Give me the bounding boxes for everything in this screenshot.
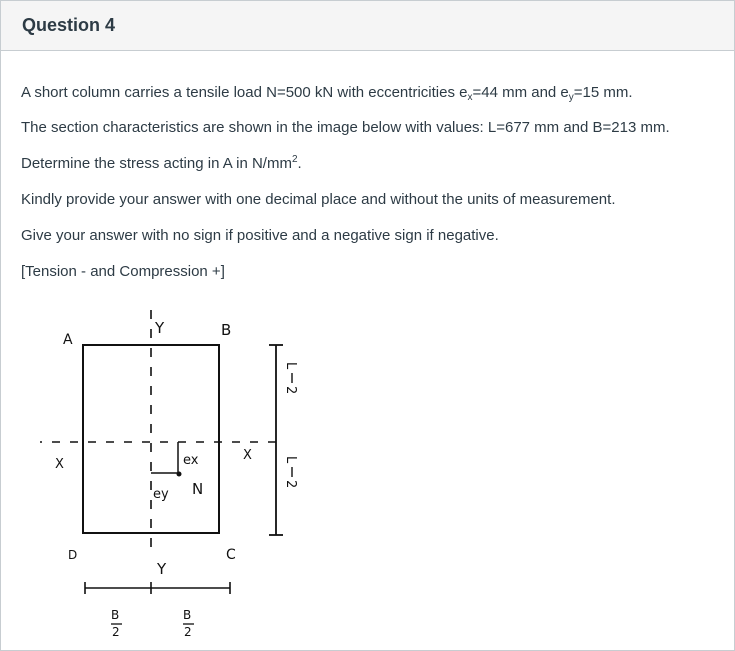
- text-segment: =15 mm.: [573, 84, 633, 101]
- text-segment: .: [297, 155, 302, 172]
- ey-label: ey: [153, 487, 169, 502]
- text-segment: =44 mm and e: [472, 84, 569, 101]
- dim-l-denominator: 2: [283, 480, 298, 489]
- text-segment: Determine the stress acting in A in N/mm: [21, 155, 292, 172]
- question-paragraph-load: [21, 84, 633, 102]
- corner-b-label: B: [221, 321, 232, 339]
- x-axis-right-label: X: [243, 448, 252, 463]
- l-half-lower: [283, 456, 298, 488]
- superscript-2: 2: [291, 154, 298, 165]
- ex-label: ex: [183, 453, 199, 468]
- load-n-label: N: [192, 480, 204, 498]
- text-segment: A short column carries a tensile load N=500 kN with eccentricities e: [21, 84, 468, 101]
- l-half-upper: [283, 362, 298, 394]
- corner-d-label: D: [68, 548, 78, 562]
- b-half-right: [183, 608, 194, 639]
- y-axis-bottom-label: Y: [157, 560, 167, 578]
- y-axis-top-label: Y: [155, 319, 165, 337]
- dim-l-numerator: L: [283, 362, 298, 370]
- question-paragraph-determine: [21, 155, 302, 173]
- load-point: [177, 472, 182, 477]
- dim-l-numerator: L: [283, 456, 298, 464]
- dim-b-numerator: B: [111, 608, 120, 622]
- subscript-y: y: [568, 92, 574, 103]
- dim-b-numerator: B: [183, 608, 192, 622]
- subscript-x: x: [467, 92, 473, 103]
- corner-c-label: C: [226, 547, 236, 563]
- question-paragraph-sign: Give your answer with no sign if positive and a negative sign if negative.: [21, 227, 499, 244]
- question-header: [1, 1, 734, 51]
- question-paragraph-section: The section characteristics are shown in the image below with values: L=677 mm and B=213 mm.: [21, 119, 670, 136]
- question-paragraph-decimal: Kindly provide your answer with one decimal place and without the units of measurement.: [21, 191, 616, 208]
- b-half-left: [111, 608, 122, 639]
- column-section-diagram: [40, 298, 310, 648]
- question-paragraph-convention: [Tension - and Compression +]: [21, 263, 225, 280]
- dim-l-denominator: 2: [283, 386, 298, 395]
- corner-a-label: A: [63, 332, 73, 348]
- x-axis-left-label: X: [55, 457, 64, 472]
- question-title: Question 4: [22, 15, 116, 35]
- dim-b-denominator: 2: [184, 625, 192, 639]
- dim-b-denominator: 2: [112, 625, 120, 639]
